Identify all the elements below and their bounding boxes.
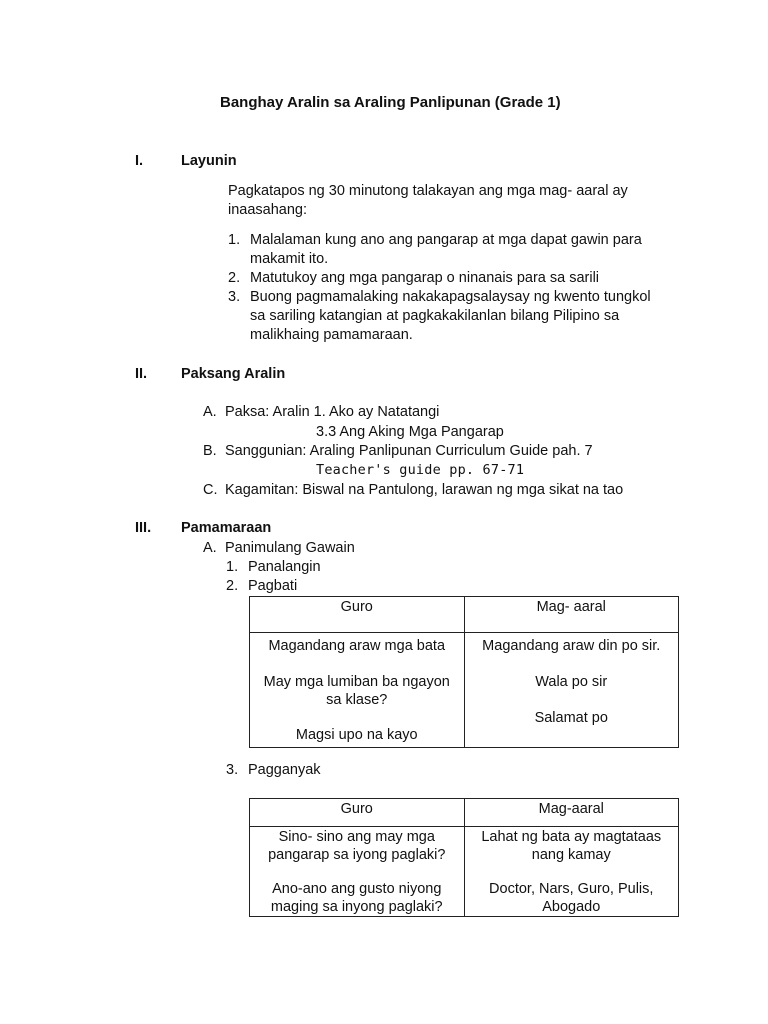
objective-item-1 [228, 231, 642, 250]
section-ii-heading: Paksang Aralin [181, 366, 286, 382]
objective-line: Malalaman kung ano ang pangarap at mga dapat gawin para [250, 232, 642, 248]
step-number: 1. [226, 559, 239, 575]
motivation-table [249, 798, 679, 917]
mag-aaral-line: Magandang araw din po sir. [482, 638, 661, 654]
section-i-intro: Pagkatapos ng 30 minutong talakayan ang mga mag- aaral ay inaasahang: [228, 183, 628, 218]
guro-cell [250, 827, 465, 917]
procedure-text: Panimulang Gawain [225, 540, 355, 556]
letter: A. [203, 540, 217, 556]
step-number: 2. [226, 578, 239, 594]
objective-item-2 [228, 269, 599, 288]
column-header: Mag- aaral [464, 597, 679, 633]
objective-line: Matutukoy ang mga pangarap o ninanais para sa sarili [250, 270, 600, 286]
guro-line: Sino- sino ang may mga pangarap sa iyong paglaki? [268, 829, 446, 863]
column-header: Guro [250, 799, 465, 827]
step-3 [226, 761, 321, 780]
topic-item-b [203, 442, 593, 461]
objective-number: 2. [228, 270, 241, 286]
topic-item-a [203, 403, 439, 422]
mag-aaral-line: Wala po sir [535, 674, 608, 690]
guro-cell [250, 633, 465, 748]
letter: C. [203, 482, 218, 498]
guro-line: Magandang araw mga bata [268, 638, 446, 654]
letter: B. [203, 443, 217, 459]
section-ii-numeral: II. [135, 366, 148, 382]
mag-aaral-cell [464, 827, 679, 917]
column-header: Mag-aaral [464, 799, 679, 827]
section-iii-numeral: III. [135, 520, 152, 536]
section-i-heading: Layunin [181, 153, 237, 169]
objective-line: sa sariling katangian at pagkakakilanlan bilang Pilipino sa [250, 308, 620, 324]
document-title: Banghay Aralin sa Araling Panlipunan (Grade 1) [220, 94, 561, 111]
topic-item-c [203, 481, 623, 500]
step-number: 3. [226, 762, 239, 778]
objective-line: makamit ito. [250, 251, 329, 267]
procedure-item-a [203, 539, 355, 558]
objective-item-3 [228, 288, 651, 307]
teachers-guide-ref: Teacher's guide pp. 67-71 [316, 462, 525, 478]
objective-line: malikhaing pamamaraan. [250, 327, 413, 343]
objective-line: Buong pagmamalaking nakakapagsalaysay ng kwento tungkol [250, 289, 651, 305]
step-2 [226, 577, 297, 596]
mag-aaral-line: Lahat ng bata ay magtataas nang kamay [481, 829, 662, 863]
step-label: Pagbati [248, 578, 298, 594]
topic-subtitle: 3.3 Ang Aking Mga Pangarap [316, 424, 504, 440]
greeting-table [249, 596, 679, 748]
step-label: Panalangin [248, 559, 321, 575]
column-header: Guro [250, 597, 465, 633]
objective-number: 3. [228, 289, 241, 305]
materials-text: Kagamitan: Biswal na Pantulong, larawan ng mga sikat na tao [225, 482, 624, 498]
mag-aaral-cell [464, 633, 679, 748]
topic-text: Paksa: Aralin 1. Ako ay Natatangi [225, 404, 440, 420]
reference-text: Sanggunian: Araling Panlipunan Curriculum Guide pah. 7 [225, 443, 593, 459]
guro-line: Magsi upo na kayo [295, 727, 418, 743]
letter: A. [203, 404, 217, 420]
mag-aaral-line: Salamat po [534, 710, 608, 726]
step-label: Pagganyak [248, 762, 321, 778]
section-i-numeral: I. [135, 153, 144, 169]
guro-line: May mga lumiban ba ngayon sa klase? [263, 674, 450, 708]
objective-number: 1. [228, 232, 241, 248]
section-iii-heading: Pamamaraan [181, 520, 272, 536]
mag-aaral-line: Doctor, Nars, Guro, Pulis, Abogado [489, 881, 654, 915]
step-1 [226, 558, 321, 577]
guro-line: Ano-ano ang gusto niyong maging sa inyong paglaki? [270, 881, 443, 915]
